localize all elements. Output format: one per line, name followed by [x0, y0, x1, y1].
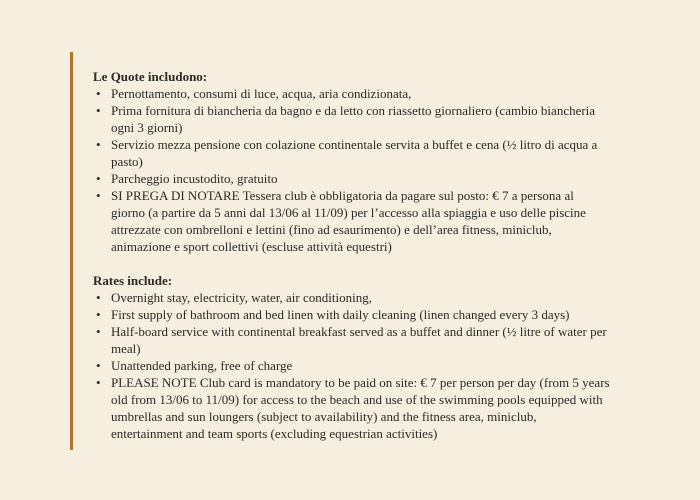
- rates-info-panel: [70, 52, 610, 450]
- list-item: • Half-board service with continental breakfast served as a buffet and dinner (½ litre of water per meal): [93, 323, 610, 357]
- list-item: • Unattended parking, free of charge: [93, 357, 610, 374]
- section-spacer: [93, 255, 610, 272]
- list-item: • Parcheggio incustodito, gratuito: [93, 170, 610, 187]
- list-item: • Pernottamento, consumi di luce, acqua, aria condizionata,: [93, 85, 610, 102]
- english-section-title: Rates include:: [93, 273, 173, 288]
- list-item: • Prima fornitura di biancheria da bagno e da letto con riassetto giornaliero (cambio biancheria ogni 3 giorni): [93, 102, 610, 136]
- english-inclusions-list: [93, 289, 610, 442]
- list-item: • First supply of bathroom and bed linen with daily cleaning (linen changed every 3 days): [93, 306, 610, 323]
- list-item: • SI PREGA DI NOTARE Tessera club è obbligatoria da pagare sul posto: € 7 a persona al giorno (a partire da 5 anni dal 13/06 al 11/09) per l’accesso alla spiaggia e uso delle piscine attrezzate con ombrelloni e lettini (fino ad esaurimento) e dell’area fitness, miniclub, animazione e sport collettivi (escluse attività equestri): [93, 187, 610, 255]
- italian-section-title: Le Quote includono:: [93, 69, 208, 84]
- italian-inclusions-list: [93, 85, 610, 255]
- list-item: • Servizio mezza pensione con colazione continentale servita a buffet e cena (½ litro di acqua a pasto): [93, 136, 610, 170]
- list-item: • Overnight stay, electricity, water, air conditioning,: [93, 289, 610, 306]
- list-item: • PLEASE NOTE Club card is mandatory to be paid on site: € 7 per person per day (from 5 years old from 13/06 to 11/09) for access to the beach and use of the swimming pools equipped with umbrellas and sun loungers (subject to availability) and the fitness area, miniclub, entertainment and team sports (excluding equestrian activities): [93, 374, 610, 442]
